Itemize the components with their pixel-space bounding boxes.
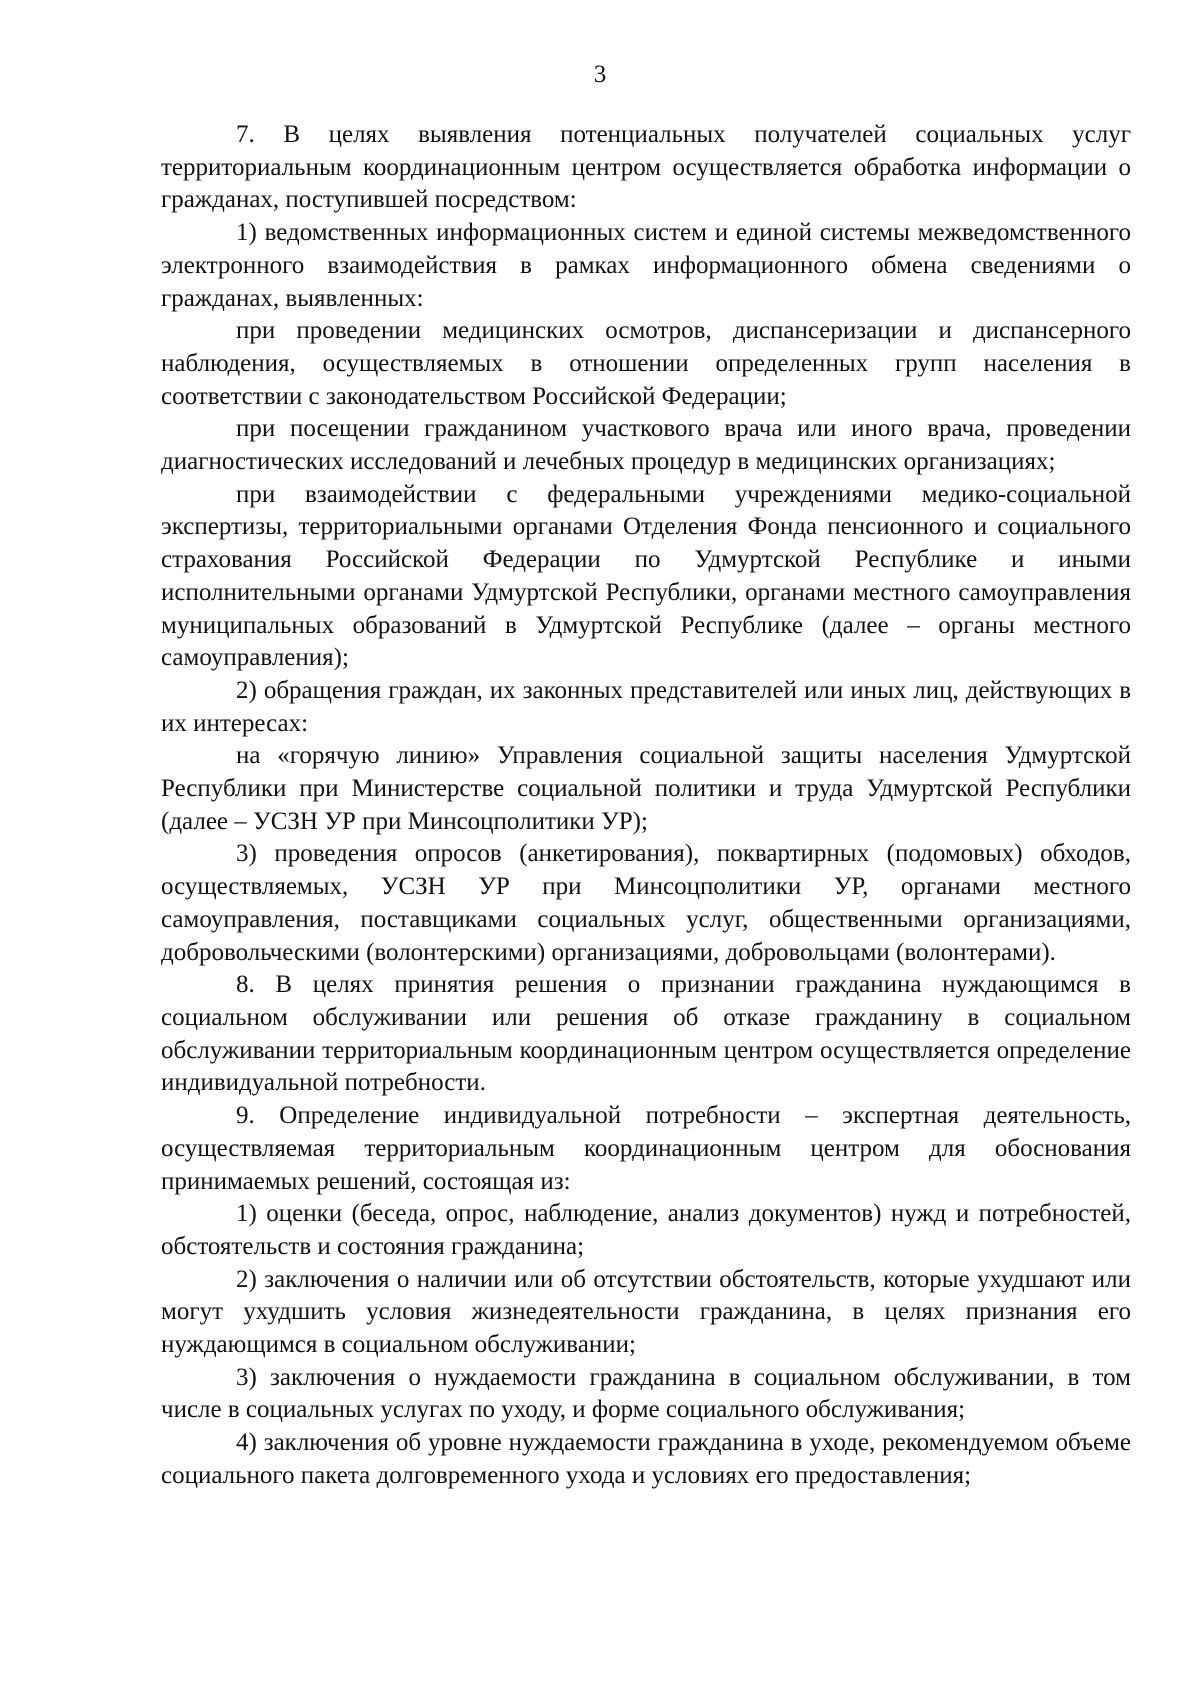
paragraph-9-item-4: 4) заключения об уровне нуждаемости гражданина в уходе, рекомендуемом объеме социального пакета долговременного ухода и условиях его предоставления; <box>161 1429 1131 1489</box>
paragraph-9-item-2: 2) заключения о наличии или об отсутствии обстоятельств, которые ухудшают или могут ухудшить условия жизнедеятельности гражданина, в целях признания его нуждающимся в социальном обслуживании; <box>161 1265 1131 1359</box>
page-number: 3 <box>593 61 607 88</box>
paragraph-7: 7. В целях выявления потенциальных получателей социальных услуг территориальным координационным центром осуществляется обработка информации о гражданах, поступившей посредством: <box>161 121 1131 214</box>
paragraph-7-item-2: 2) обращения граждан, их законных представителей или иных лиц, действующих в их интересах: <box>161 676 1131 737</box>
paragraph-9-item-1: 1) оценки (беседа, опрос, наблюдение, анализ документов) нужд и потребностей, обстоятельств и состояния гражданина; <box>161 1200 1131 1260</box>
paragraph-9-item-3: 3) заключения о нуждаемости гражданина в социальном обслуживании, в том числе в социальных услугах по уходу, и форме социального обслуживания; <box>161 1363 1131 1424</box>
document-body <box>161 119 1131 1493</box>
paragraph-7-item-3: 3) проведения опросов (анкетирования), поквартирных (подомовых) обходов, осуществляемых, УСЗН УР при Минсоцполитики УР, органами местного самоуправления, поставщиками социальных услуг, общественными организациями, добровольческими (волонтерскими) организациями, добровольцами (волонтерами). <box>161 840 1131 966</box>
paragraph-7-item-1-interaction: при взаимодействии с федеральными учреждениями медико-социальной экспертизы, территориальными органами Отделения Фонда пенсионного и социального страхования Российской Федерации по Удмуртской Республике и иными исполнительными органами Удмуртской Республики, органами местного самоуправления муниципальных образований в Удмуртской Республике (далее – органы местного самоуправления); <box>161 480 1131 672</box>
paragraph-9: 9. Определение индивидуальной потребности – экспертная деятельность, осуществляемая территориальным координационным центром для обоснования принимаемых решений, состоящая из: <box>161 1102 1131 1195</box>
paragraph-7-item-1-medical-exams: при проведении медицинских осмотров, диспансеризации и диспансерного наблюдения, осуществляемых в отношении определенных групп населения в соответствии с законодательством Российской Федерации; <box>161 317 1131 410</box>
paragraph-8: 8. В целях принятия решения о признании гражданина нуждающимся в социальном обслуживании или решения об отказе гражданину в социальном обслуживании территориальным координационным центром осуществляется определение индивидуальной потребности. <box>161 971 1131 1097</box>
paragraph-7-item-1: 1) ведомственных информационных систем и единой системы межведомственного электронного взаимодействия в рамках информационного обмена сведениями о гражданах, выявленных: <box>161 219 1131 312</box>
paragraph-7-item-2-hotline: на «горячую линию» Управления социальной защиты населения Удмуртской Республики при Министерстве социальной политики и труда Удмуртской Республики (далее – УСЗН УР при Минсоцполитики УР); <box>161 742 1131 835</box>
paragraph-7-item-1-doctor-visits: при посещении гражданином участкового врача или иного врача, проведении диагностических исследований и лечебных процедур в медицинских организациях; <box>161 415 1131 476</box>
